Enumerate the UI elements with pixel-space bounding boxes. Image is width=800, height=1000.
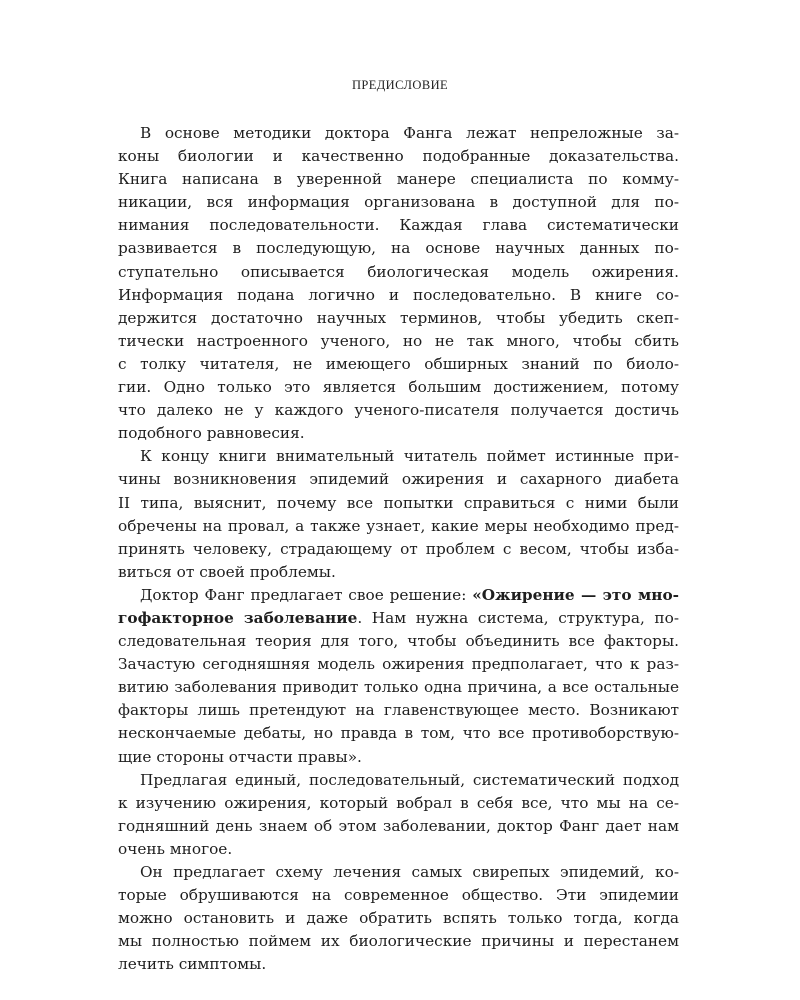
text-line: торые обрушиваются на современное общество. Эти эпидемии	[118, 886, 679, 905]
text-line	[118, 607, 679, 630]
paragraph-3	[118, 584, 679, 769]
text-line: обречены на провал, а также узнает, какие меры необходимо пред-	[118, 516, 679, 535]
text-line: следовательная теория для того, чтобы объединить все факторы.	[118, 632, 679, 651]
text-line: к изучению ожирения, который вобрал в себя все, что мы на се-	[118, 793, 679, 812]
text-line: с толку читателя, не имеющего обширных знаний по биоло-	[118, 354, 679, 373]
text-line: подобного равновесия.	[118, 424, 305, 443]
text-line: никации, вся информация организована в доступной для по-	[118, 193, 679, 212]
text-line: II типа, выяснит, почему все попытки справиться с ними были	[118, 493, 679, 512]
paragraph-1	[118, 122, 679, 445]
body-text	[118, 122, 679, 976]
text-line: что далеко не у каждого ученого-писателя получается достичь	[118, 401, 679, 420]
text-line: годняшний день знаем об этом заболевании, доктор Фанг дает нам	[118, 816, 679, 835]
paragraph-4	[118, 769, 679, 861]
running-head: ПРЕДИСЛОВИЕ	[351, 78, 449, 92]
text-line: можно остановить и даже обратить вспять только тогда, когда	[118, 909, 679, 928]
text-line: Информация подана логично и последовательно. В книге со-	[118, 285, 679, 304]
paragraph-2	[118, 445, 679, 584]
text-line: Зачастую сегодняшняя модель ожирения предполагает, что к раз-	[118, 655, 679, 674]
text-line: нескончаемые дебаты, но правда в том, что все противоборствую-	[118, 724, 679, 743]
bold-quote: «Ожирение — это мно-	[472, 585, 679, 604]
text-line: витию заболевания приводит только одна причина, а все остальные	[118, 678, 679, 697]
text-line: чины возникновения эпидемий ожирения и сахарного диабета	[118, 470, 679, 489]
text-line: развивается в последующую, на основе научных данных по-	[118, 239, 679, 258]
text-line: гии. Одно только это является большим достижением, потому	[118, 378, 679, 397]
text-line: Книга написана в уверенной манере специалиста по комму-	[118, 170, 679, 189]
text-line: принять человеку, страдающему от проблем с весом, чтобы изба-	[118, 539, 679, 558]
text-span: . Нам нужна система, структура, по-	[357, 608, 679, 627]
text-line: В основе методики доктора Фанга лежат непреложные за-	[140, 124, 679, 142]
text-line	[118, 584, 679, 607]
text-line: очень многое.	[118, 839, 233, 858]
text-line: нимания последовательности. Каждая глава систематически	[118, 216, 679, 235]
text-line: факторы лишь претендуют на главенствующее место. Возникают	[118, 701, 679, 720]
text-line: ступательно описывается биологическая модель ожирения.	[118, 262, 679, 281]
bold-quote: гофакторное заболевание	[118, 608, 358, 627]
text-line: щие стороны отчасти правы».	[118, 747, 362, 766]
paragraph-5	[118, 861, 679, 976]
text-line: Он предлагает схему лечения самых свирепых эпидемий, ко-	[140, 863, 679, 881]
text-line: мы полностью поймем их биологические причины и перестанем	[118, 932, 679, 951]
text-line: держится достаточно научных терминов, чтобы убедить скеп-	[118, 308, 679, 327]
text-line: тически настроенного ученого, но не так много, чтобы сбить	[118, 331, 679, 350]
text-line: К концу книги внимательный читатель поймет истинные при-	[140, 447, 679, 466]
text-line: лечить симптомы.	[118, 955, 267, 974]
text-line: Предлагая единый, последовательный, систематический подход	[140, 770, 679, 789]
text-span: Доктор Фанг предлагает свое решение:	[140, 585, 473, 604]
text-line: виться от своей проблемы.	[118, 562, 336, 581]
text-line: коны биологии и качественно подобранные доказательства.	[118, 147, 679, 166]
